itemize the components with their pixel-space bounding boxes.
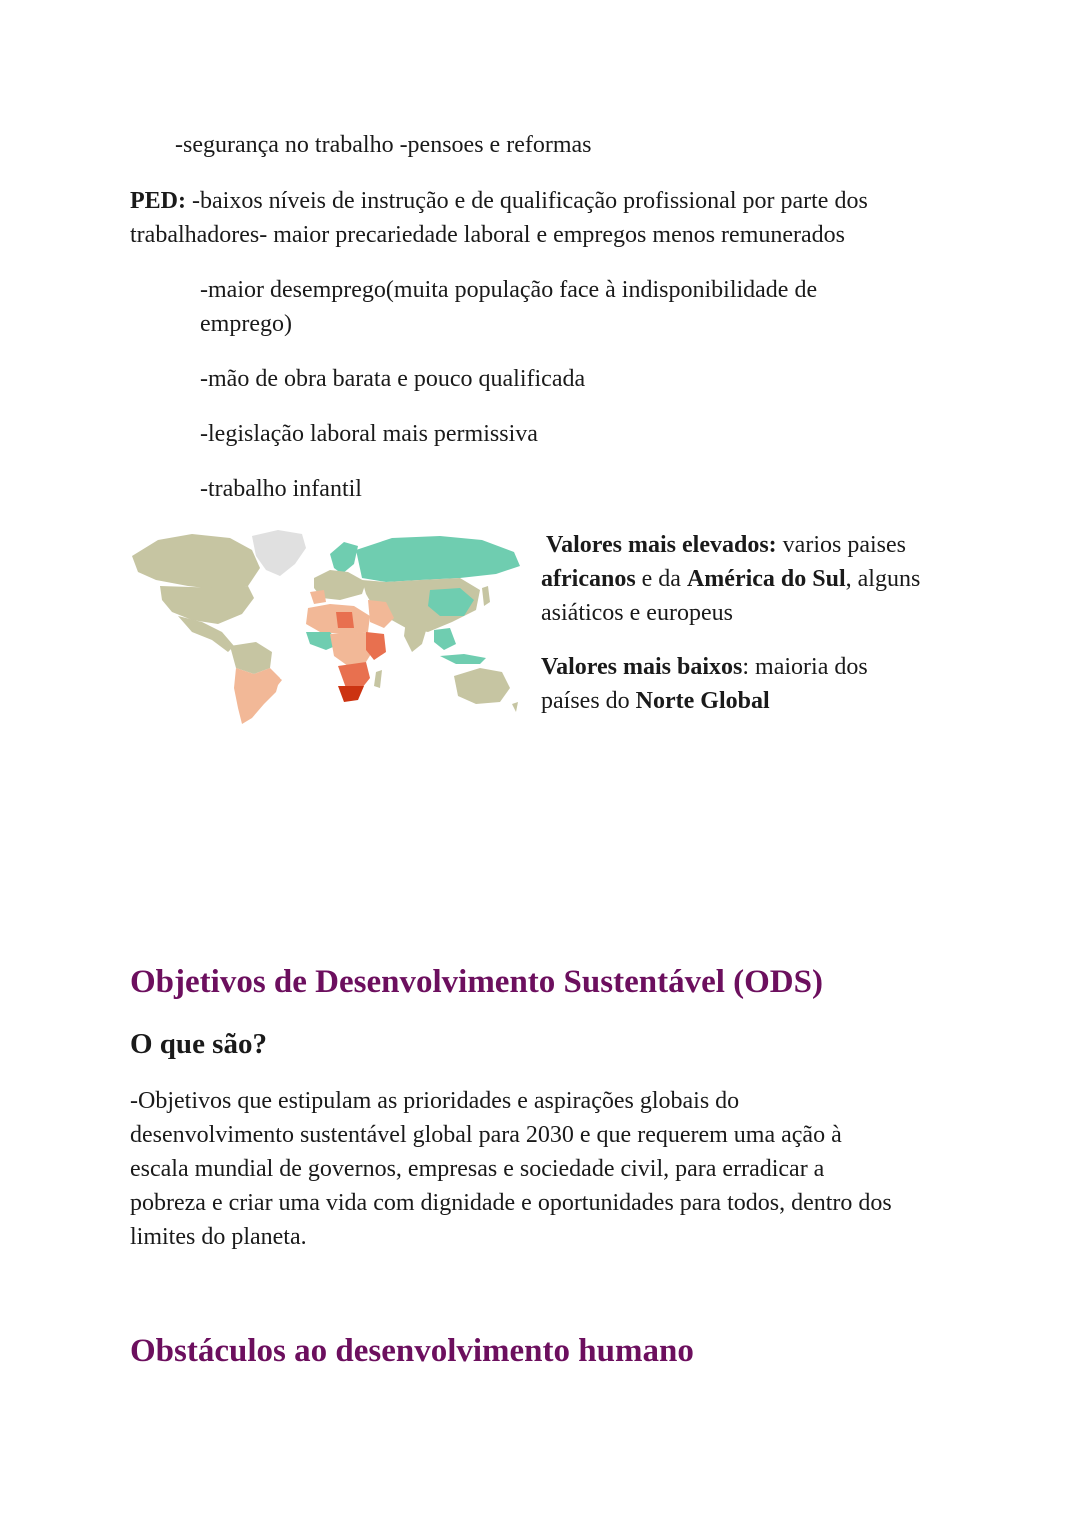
map-north-america-north [132, 534, 260, 590]
ped-item-legislation: -legislação laboral mais permissiva [200, 421, 538, 447]
map-scandinavia [330, 542, 358, 574]
map-south-africa [338, 686, 364, 702]
map-se-asia [434, 628, 456, 650]
ped-intro-text: -baixos níveis de instrução e de qualificação profissional por parte dos [186, 188, 868, 214]
ped-label: PED: [130, 188, 186, 214]
high-values-label: Valores mais elevados: [546, 532, 777, 558]
map-india [404, 620, 428, 652]
map-new-zealand [512, 702, 518, 712]
high-values-line-2: africanos e da América do Sul, alguns [541, 566, 921, 592]
low-values-line-2: países do Norte Global [541, 688, 770, 714]
work-benefits-line: -segurança no trabalho -pensoes e reformas [175, 132, 592, 158]
ped-item-child-labour: -trabalho infantil [200, 476, 362, 502]
map-iberia [310, 590, 326, 604]
low-values-label: Valores mais baixos [541, 654, 743, 680]
map-greenland [252, 530, 306, 576]
high-values-line-1: Valores mais elevados: varios paises [546, 532, 906, 558]
map-russia [356, 536, 520, 582]
map-japan [482, 586, 490, 606]
map-australia [454, 668, 510, 704]
map-madagascar [374, 670, 382, 688]
ped-intro-line [130, 184, 868, 218]
ped-item-cheap-labour: -mão de obra barata e pouco qualificada [200, 366, 586, 392]
ped-item-unemployment: -maior desemprego(muita população face à indisponibilidade de [200, 277, 818, 303]
world-map [130, 528, 525, 728]
ods-heading: Objetivos de Desenvolvimento Sustentável (ODS) [130, 964, 823, 1000]
ped-intro-line-2: trabalhadores- maior precariedade laboral e empregos menos remunerados [130, 222, 846, 248]
obstacles-heading: Obstáculos ao desenvolvimento humano [130, 1333, 694, 1369]
ods-text-line-3: escala mundial de governos, empresas e sociedade civil, para erradicar a [130, 1156, 825, 1182]
map-usa [160, 586, 254, 624]
high-values-line-3: asiáticos e europeus [541, 600, 733, 626]
ods-text-line-2: desenvolvimento sustentável global para 2030 e que requerem uma ação à [130, 1122, 842, 1148]
map-southern-africa [338, 662, 370, 688]
map-libya [336, 612, 354, 628]
map-indonesia [440, 654, 486, 664]
low-values-line-1: Valores mais baixos: maioria dos [541, 654, 868, 680]
ods-text-line-1: -Objetivos que estipulam as prioridades e aspirações globais do [130, 1088, 740, 1114]
ods-question: O que são? [130, 1028, 267, 1060]
ped-item-unemployment-cont: emprego) [200, 311, 292, 337]
ods-text-line-5: limites do planeta. [130, 1224, 307, 1250]
ods-text-line-4: pobreza e criar uma vida com dignidade e oportunidades para todos, dentro dos [130, 1190, 892, 1216]
